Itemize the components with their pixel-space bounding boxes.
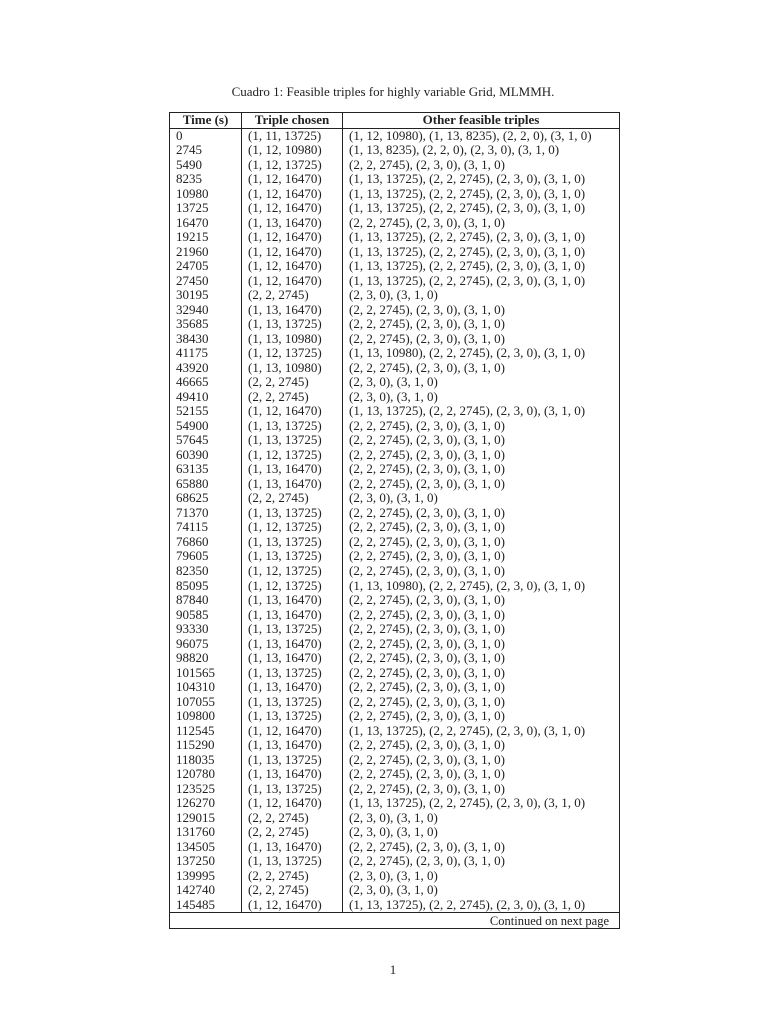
table-row [170,782,620,797]
cell-triple-chosen: (1, 11, 13725) [242,128,343,143]
cell-triple-chosen: (1, 12, 13725) [242,448,343,463]
page-number: 1 [389,962,397,977]
cell-other-triples: (2, 2, 2745), (2, 3, 0), (3, 1, 0) [349,853,505,869]
cell-other-triples: (1, 13, 10980), (2, 2, 2745), (2, 3, 0), (3, 1, 0) [349,577,586,593]
header-triple-chosen: Triple chosen [242,113,343,129]
cell-triple-chosen: (1, 13, 16470) [242,303,343,318]
cell-triple-chosen: (1, 13, 16470) [242,651,343,666]
cell-triple-chosen: (1, 12, 16470) [242,172,343,187]
cell-other-triples: (1, 13, 13725), (2, 2, 2745), (2, 3, 0), (3, 1, 0) [349,258,586,274]
cell-other-triples: (2, 2, 2745), (2, 3, 0), (3, 1, 0) [349,432,505,448]
cell-time: 35685 [170,317,242,332]
cell-time: 10980 [170,187,242,202]
table-row [170,187,620,202]
table-row [170,506,620,521]
cell-triple-chosen: (1, 12, 16470) [242,245,343,260]
cell-time: 145485 [170,898,242,913]
cell-time: 19215 [170,230,242,245]
cell-other-triples: (2, 2, 2745), (2, 3, 0), (3, 1, 0) [349,606,505,622]
cell-other-triples: (1, 12, 10980), (1, 13, 8235), (2, 2, 0), (3, 1, 0) [349,127,592,143]
cell-triple-chosen: (1, 13, 13725) [242,709,343,724]
cell-triple-chosen: (1, 12, 13725) [242,346,343,361]
cell-time: 41175 [170,346,242,361]
cell-time: 123525 [170,782,242,797]
cell-other-triples: (2, 3, 0), (3, 1, 0) [349,824,438,840]
cell-time: 134505 [170,840,242,855]
cell-other-triples: (2, 2, 2745), (2, 3, 0), (3, 1, 0) [349,766,505,782]
cell-other-triples: (1, 13, 13725), (2, 2, 2745), (2, 3, 0), (3, 1, 0) [349,795,586,811]
table-row [170,593,620,608]
cell-triple-chosen: (2, 2, 2745) [242,375,343,390]
cell-time: 107055 [170,695,242,710]
cell-other-triples: (2, 3, 0), (3, 1, 0) [349,287,438,303]
table-row [170,811,620,826]
cell-time: 63135 [170,462,242,477]
cell-triple-chosen: (1, 13, 13725) [242,317,343,332]
cell-triple-chosen: (2, 2, 2745) [242,390,343,405]
table-row [170,767,620,782]
cell-triple-chosen: (2, 2, 2745) [242,811,343,826]
cell-other-triples: (2, 2, 2745), (2, 3, 0), (3, 1, 0) [349,533,505,549]
cell-time: 54900 [170,419,242,434]
table-row [170,535,620,550]
cell-other-triples: (1, 13, 13725), (2, 2, 2745), (2, 3, 0), (3, 1, 0) [349,896,586,912]
cell-other-triples: (2, 2, 2745), (2, 3, 0), (3, 1, 0) [349,316,505,332]
table-row [170,172,620,187]
table-row [170,637,620,652]
cell-other-triples: (2, 2, 2745), (2, 3, 0), (3, 1, 0) [349,214,505,230]
table-row [170,158,620,173]
cell-time: 98820 [170,651,242,666]
cell-triple-chosen: (1, 12, 16470) [242,796,343,811]
table-row [170,128,620,143]
cell-triple-chosen: (1, 12, 16470) [242,259,343,274]
table-row [170,143,620,158]
cell-triple-chosen: (1, 13, 16470) [242,462,343,477]
cell-other-triples: (2, 2, 2745), (2, 3, 0), (3, 1, 0) [349,664,505,680]
cell-triple-chosen: (1, 13, 16470) [242,477,343,492]
table-row [170,288,620,303]
cell-time: 43920 [170,361,242,376]
cell-time: 76860 [170,535,242,550]
cell-triple-chosen: (1, 13, 13725) [242,753,343,768]
cell-triple-chosen: (1, 13, 16470) [242,216,343,231]
table-row [170,230,620,245]
cell-time: 30195 [170,288,242,303]
cell-triple-chosen: (2, 2, 2745) [242,491,343,506]
table-row [170,666,620,681]
cell-other-triples: (2, 2, 2745), (2, 3, 0), (3, 1, 0) [349,475,505,491]
cell-triple-chosen: (2, 2, 2745) [242,869,343,884]
table-row [170,346,620,361]
cell-triple-chosen: (1, 12, 16470) [242,724,343,739]
cell-other-triples: (2, 2, 2745), (2, 3, 0), (3, 1, 0) [349,780,505,796]
cell-triple-chosen: (1, 12, 13725) [242,579,343,594]
table-row [170,201,620,216]
cell-other-triples: (2, 3, 0), (3, 1, 0) [349,867,438,883]
cell-time: 16470 [170,216,242,231]
table-row [170,579,620,594]
cell-triple-chosen: (1, 13, 16470) [242,738,343,753]
cell-triple-chosen: (2, 2, 2745) [242,288,343,303]
cell-other-triples: (2, 3, 0), (3, 1, 0) [349,882,438,898]
table-row [170,216,620,231]
cell-other-triples: (1, 13, 13725), (2, 2, 2745), (2, 3, 0), (3, 1, 0) [349,722,586,738]
cell-time: 74115 [170,520,242,535]
cell-triple-chosen: (1, 12, 16470) [242,404,343,419]
table-row [170,651,620,666]
table-row [170,709,620,724]
cell-other-triples: (2, 2, 2745), (2, 3, 0), (3, 1, 0) [349,504,505,520]
cell-time: 32940 [170,303,242,318]
table-row [170,825,620,840]
table-row [170,695,620,710]
cell-time: 137250 [170,854,242,869]
cell-triple-chosen: (1, 13, 13725) [242,535,343,550]
cell-time: 24705 [170,259,242,274]
cell-other-triples: (1, 13, 13725), (2, 2, 2745), (2, 3, 0), (3, 1, 0) [349,171,586,187]
cell-triple-chosen: (1, 13, 13725) [242,549,343,564]
cell-time: 57645 [170,433,242,448]
cell-triple-chosen: (1, 13, 10980) [242,361,343,376]
cell-triple-chosen: (1, 12, 13725) [242,158,343,173]
cell-other-triples: (2, 2, 2745), (2, 3, 0), (3, 1, 0) [349,751,505,767]
cell-time: 65880 [170,477,242,492]
table-row [170,477,620,492]
cell-other-triples: (1, 13, 13725), (2, 2, 2745), (2, 3, 0), (3, 1, 0) [349,243,586,259]
table-row [170,245,620,260]
cell-other-triples: (2, 2, 2745), (2, 3, 0), (3, 1, 0) [349,635,505,651]
cell-time: 71370 [170,506,242,521]
feasible-triples-table [169,112,620,929]
cell-triple-chosen: (1, 13, 16470) [242,840,343,855]
cell-other-triples: (2, 3, 0), (3, 1, 0) [349,388,438,404]
table-header-row [170,113,620,129]
table-row [170,564,620,579]
header-time: Time (s) [170,113,242,129]
cell-triple-chosen: (1, 13, 16470) [242,767,343,782]
table-caption: Cuadro 1: Feasible triples for highly variable Grid, MLMMH. [231,84,555,99]
cell-time: 8235 [170,172,242,187]
cell-time: 68625 [170,491,242,506]
cell-triple-chosen: (1, 13, 13725) [242,666,343,681]
cell-other-triples: (2, 2, 2745), (2, 3, 0), (3, 1, 0) [349,461,505,477]
cell-time: 139995 [170,869,242,884]
cell-time: 2745 [170,143,242,158]
cell-time: 46665 [170,375,242,390]
table-row [170,883,620,898]
cell-triple-chosen: (1, 13, 13725) [242,782,343,797]
table-row [170,390,620,405]
cell-time: 27450 [170,274,242,289]
table-row [170,361,620,376]
table-row [170,796,620,811]
cell-time: 142740 [170,883,242,898]
cell-time: 129015 [170,811,242,826]
cell-other-triples: (2, 2, 2745), (2, 3, 0), (3, 1, 0) [349,330,505,346]
cell-time: 87840 [170,593,242,608]
cell-other-triples: (1, 13, 10980), (2, 2, 2745), (2, 3, 0), (3, 1, 0) [349,345,586,361]
cell-other-triples: (2, 2, 2745), (2, 3, 0), (3, 1, 0) [349,621,505,637]
cell-other-triples: (2, 2, 2745), (2, 3, 0), (3, 1, 0) [349,693,505,709]
cell-other-triples: (1, 13, 13725), (2, 2, 2745), (2, 3, 0), (3, 1, 0) [349,272,586,288]
cell-other-triples: (2, 2, 2745), (2, 3, 0), (3, 1, 0) [349,359,505,375]
cell-triple-chosen: (2, 2, 2745) [242,825,343,840]
cell-time: 96075 [170,637,242,652]
cell-other-triples: (2, 3, 0), (3, 1, 0) [349,490,438,506]
table-row [170,419,620,434]
table-row [170,840,620,855]
table-row [170,375,620,390]
cell-triple-chosen: (1, 13, 16470) [242,593,343,608]
cell-other-triples: (2, 2, 2745), (2, 3, 0), (3, 1, 0) [349,446,505,462]
cell-other-triples: (2, 2, 2745), (2, 3, 0), (3, 1, 0) [349,156,505,172]
cell-other-triples: (2, 2, 2745), (2, 3, 0), (3, 1, 0) [349,650,505,666]
cell-time: 109800 [170,709,242,724]
cell-triple-chosen: (1, 12, 16470) [242,201,343,216]
cell-other-triples: (2, 3, 0), (3, 1, 0) [349,374,438,390]
table-row [170,869,620,884]
cell-triple-chosen: (1, 12, 13725) [242,564,343,579]
table-row [170,317,620,332]
cell-triple-chosen: (1, 13, 13725) [242,695,343,710]
table-row [170,520,620,535]
table-row [170,462,620,477]
table-row [170,332,620,347]
table-row [170,303,620,318]
cell-triple-chosen: (1, 13, 13725) [242,854,343,869]
cell-time: 115290 [170,738,242,753]
cell-other-triples: (1, 13, 8235), (2, 2, 0), (2, 3, 0), (3, 1, 0) [349,142,560,158]
table-row [170,448,620,463]
cell-other-triples: (2, 3, 0), (3, 1, 0) [349,809,438,825]
table-row [170,724,620,739]
cell-time: 60390 [170,448,242,463]
table-row [170,622,620,637]
cell-time: 93330 [170,622,242,637]
cell-triple-chosen: (1, 13, 16470) [242,680,343,695]
cell-other-triples: (2, 2, 2745), (2, 3, 0), (3, 1, 0) [349,592,505,608]
cell-other-triples: (1, 13, 13725), (2, 2, 2745), (2, 3, 0), (3, 1, 0) [349,185,586,201]
table-row [170,549,620,564]
cell-other-triples: (2, 2, 2745), (2, 3, 0), (3, 1, 0) [349,417,505,433]
cell-time: 79605 [170,549,242,564]
table-row [170,259,620,274]
cell-other-triples: (2, 2, 2745), (2, 3, 0), (3, 1, 0) [349,519,505,535]
cell-time: 126270 [170,796,242,811]
cell-time: 0 [170,128,242,143]
cell-triple-chosen: (1, 13, 10980) [242,332,343,347]
cell-time: 52155 [170,404,242,419]
table-row [170,433,620,448]
cell-other-triples: (2, 2, 2745), (2, 3, 0), (3, 1, 0) [349,301,505,317]
table-row [170,608,620,623]
cell-time: 118035 [170,753,242,768]
table-body [170,128,620,913]
cell-triple-chosen: (1, 13, 13725) [242,622,343,637]
table-row [170,274,620,289]
cell-other-triples: (2, 2, 2745), (2, 3, 0), (3, 1, 0) [349,679,505,695]
cell-time: 5490 [170,158,242,173]
cell-other-triples: (2, 2, 2745), (2, 3, 0), (3, 1, 0) [349,737,505,753]
cell-time: 112545 [170,724,242,739]
cell-time: 82350 [170,564,242,579]
header-other-triples: Other feasible triples [343,113,620,129]
cell-triple-chosen: (1, 12, 16470) [242,898,343,913]
cell-time: 90585 [170,608,242,623]
cell-triple-chosen: (1, 13, 16470) [242,637,343,652]
cell-other-triples: (2, 2, 2745), (2, 3, 0), (3, 1, 0) [349,562,505,578]
cell-time: 21960 [170,245,242,260]
cell-time: 38430 [170,332,242,347]
cell-triple-chosen: (1, 13, 16470) [242,608,343,623]
cell-triple-chosen: (1, 13, 13725) [242,419,343,434]
cell-triple-chosen: (1, 13, 13725) [242,506,343,521]
cell-other-triples: (2, 2, 2745), (2, 3, 0), (3, 1, 0) [349,708,505,724]
cell-other-triples: (1, 13, 13725), (2, 2, 2745), (2, 3, 0), (3, 1, 0) [349,403,586,419]
cell-time: 85095 [170,579,242,594]
cell-other-triples: (1, 13, 13725), (2, 2, 2745), (2, 3, 0), (3, 1, 0) [349,200,586,216]
cell-triple-chosen: (1, 12, 13725) [242,520,343,535]
cell-time: 131760 [170,825,242,840]
table-row [170,738,620,753]
cell-time: 104310 [170,680,242,695]
table-row [170,753,620,768]
cell-other-triples: (1, 13, 13725), (2, 2, 2745), (2, 3, 0), (3, 1, 0) [349,229,586,245]
cell-triple-chosen: (1, 12, 16470) [242,230,343,245]
table-row [170,854,620,869]
continued-note: Continued on next page [170,913,620,929]
table-row [170,404,620,419]
cell-time: 13725 [170,201,242,216]
table-row [170,680,620,695]
cell-triple-chosen: (1, 12, 16470) [242,187,343,202]
table-row [170,898,620,913]
cell-other-triples: (2, 2, 2745), (2, 3, 0), (3, 1, 0) [349,838,505,854]
cell-other-triples: (2, 2, 2745), (2, 3, 0), (3, 1, 0) [349,548,505,564]
cell-triple-chosen: (1, 12, 16470) [242,274,343,289]
cell-time: 49410 [170,390,242,405]
table-row [170,491,620,506]
cell-triple-chosen: (1, 13, 13725) [242,433,343,448]
cell-time: 120780 [170,767,242,782]
cell-time: 101565 [170,666,242,681]
continued-row [170,913,620,929]
cell-triple-chosen: (1, 12, 10980) [242,143,343,158]
cell-triple-chosen: (2, 2, 2745) [242,883,343,898]
